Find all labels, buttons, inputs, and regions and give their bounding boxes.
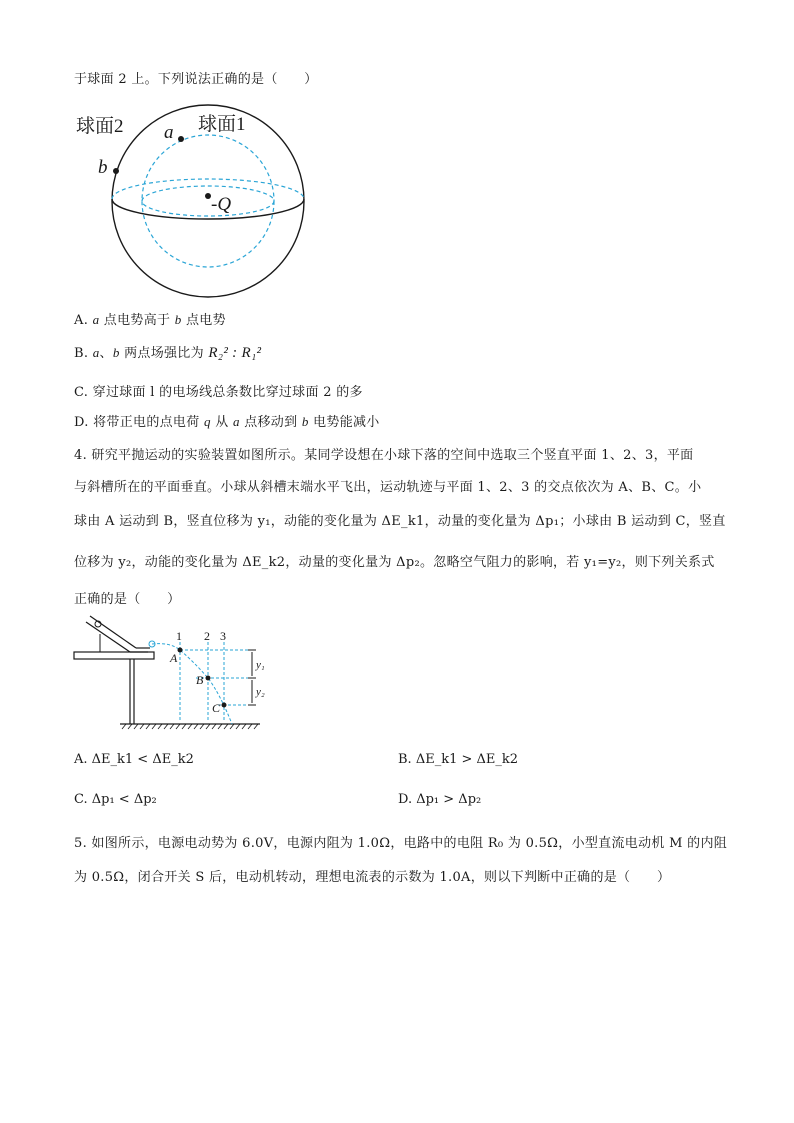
plane-3-label: 3	[220, 629, 226, 643]
label-sphere1: 球面1	[198, 114, 246, 135]
q3-option-c: C. 穿过球面 l 的电场线总条数比穿过球面 2 的多	[74, 385, 363, 400]
q4-option-b: B. ΔE_k1 > ΔE_k2	[398, 752, 519, 767]
q5-line-1: 5. 如图所示，电源电动势为 6.0V，电源内阻为 1.0Ω，电路中的电阻 R₀ 为 0.5Ω，小型直流电动机 M 的内阻	[74, 836, 728, 851]
point-a	[178, 136, 184, 142]
label-b: b	[98, 157, 108, 178]
q4-line-3: 球由 A 运动到 B，竖直位移为 y₁，动能的变化量为 ΔE_k1，动量的变化量为 Δp₁；小球由 B 运动到 C，竖直	[74, 514, 726, 529]
q4-line-2: 与斜槽所在的平面垂直。小球从斜槽末端水平飞出，运动轨迹与平面 1、2、3 的交点依次为 A、B、C。小	[74, 480, 702, 495]
plane-1-label: 1	[176, 629, 182, 643]
q4-option-d: D. Δp₁ > Δp₂	[398, 792, 482, 807]
point-b	[113, 168, 119, 174]
q4-option-c: C. Δp₁ < Δp₂	[74, 792, 157, 807]
q3-option-d: D. 将带正电的点电荷 q 从 a 点移动到 b 电势能减小	[74, 414, 380, 430]
q5-line-2: 为 0.5Ω，闭合开关 S 后，电动机转动，理想电流表的示数为 1.0A，则以下判断中正确的是（ ）	[74, 870, 671, 885]
label-Q: -Q	[211, 194, 232, 215]
q4-option-a: A. ΔE_k1 < ΔE_k2	[74, 752, 194, 767]
point-C	[222, 703, 227, 708]
q3-intro-tail: 于球面 2 上。下列说法正确的是（ ）	[74, 72, 318, 87]
q4-line-5: 正确的是（ ）	[74, 592, 181, 607]
sphere1-equator	[142, 186, 274, 216]
label-B: B	[196, 673, 204, 687]
label-y1: y₁	[256, 659, 265, 671]
q3-option-b: B. a、b 两点场强比为 R₂² : R₁²	[74, 345, 262, 361]
ratio-formula: R₂² : R₁²	[208, 345, 262, 361]
label-A: A	[170, 651, 178, 665]
label-C: C	[212, 701, 221, 715]
sphere2-equator-front	[112, 199, 304, 219]
label-y2: y₂	[256, 686, 265, 698]
plane-2-label: 2	[204, 629, 210, 643]
label-sphere2: 球面2	[76, 116, 124, 137]
point-B	[206, 676, 211, 681]
q4-line-1: 4. 研究平抛运动的实验装置如图所示。某同学设想在小球下落的空间中选取三个竖直平面 1、2、3，平面	[74, 448, 694, 463]
label-a: a	[164, 122, 174, 143]
point-A	[178, 648, 183, 653]
q3-sphere-figure	[70, 100, 320, 300]
sphere1-outline	[142, 135, 274, 267]
q4-projectile-figure	[70, 612, 270, 734]
q3-option-a: A. a 点电势高于 b 点电势	[74, 312, 226, 328]
q4-line-4: 位移为 y₂，动能的变化量为 ΔE_k2，动量的变化量为 Δp₂。忽略空气阻力的影响，若 y₁=y₂，则下列关系式	[74, 555, 715, 570]
